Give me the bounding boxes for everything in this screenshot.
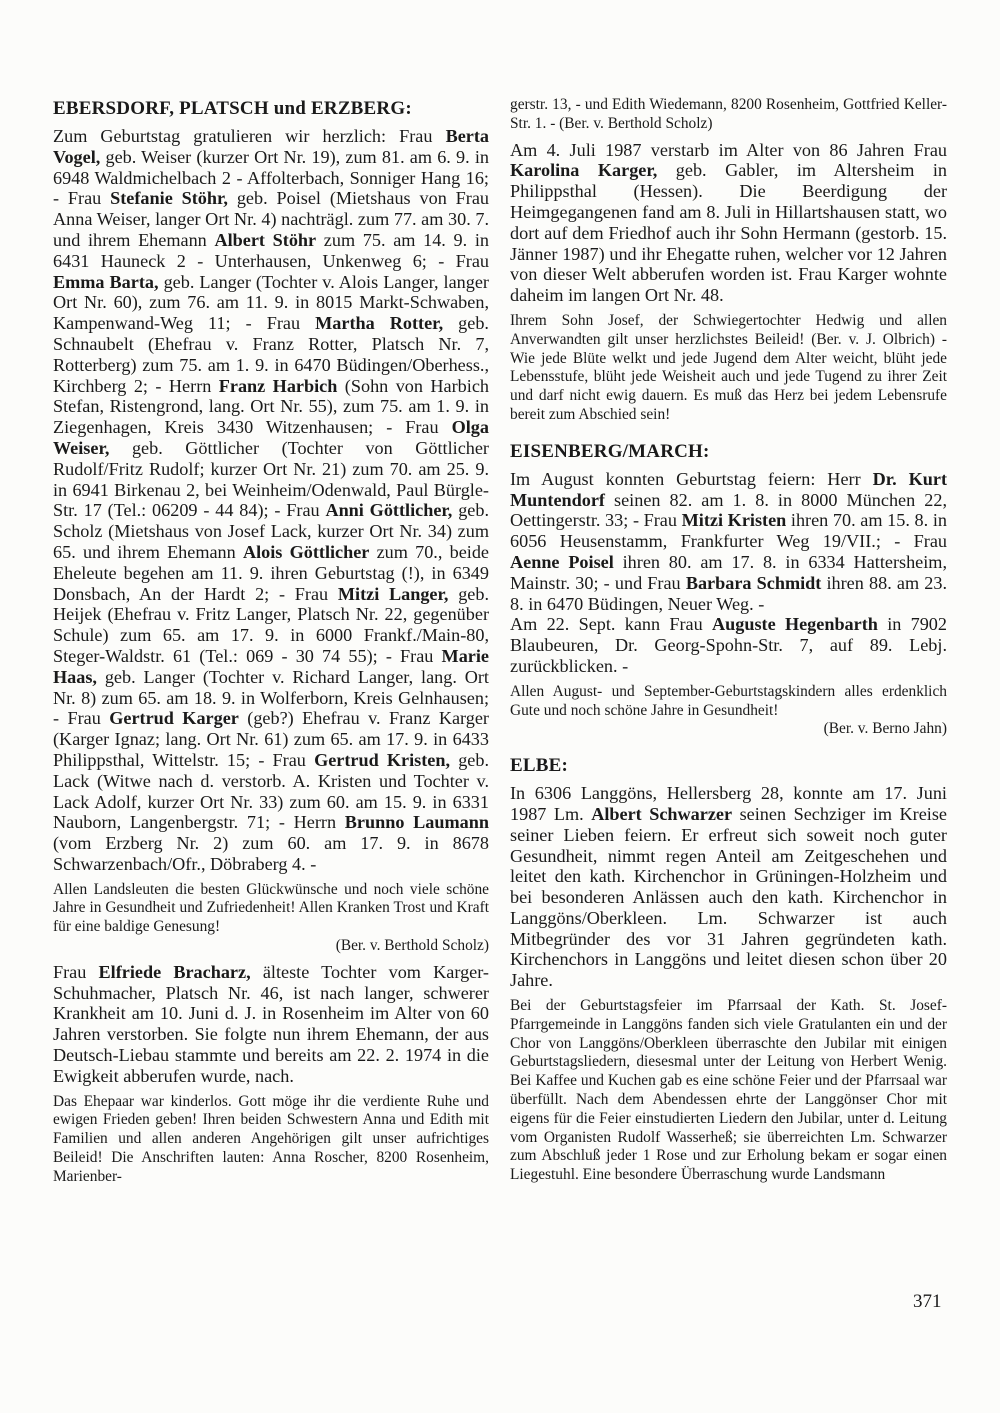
karger-obituary-paragraph: Am 4. Juli 1987 verstarb im Alter von 86 Jahren Frau Karolina Karger, geb. Gabler, im Altersheim in Philippsthal (Hessen). Die Beerdigung der Heimgegangenen fand am 8. Juli in Hillartshausen statt, wo dort auf dem Friedhof auch ihr Sohn Hermann (gestorb. 15. Jänner 1987) und ihr Ehegatte ruhen, welcher vor 12 Jahren von dieser Welt abberufen worden ist. Frau Karger wohnte daheim im langen Ort Nr. 48.	[510, 139, 947, 306]
left-column	[53, 96, 489, 1187]
ebersdorf-wishes-paragraph: Allen Landsleuten die besten Glückwünsche und noch viele schöne Jahre in Gesundheit und Zufriedenheit! Allen Kranken Trost und Kraft für eine baldige Genesung!	[53, 880, 489, 936]
bold-name: Mitzi Kristen	[681, 510, 787, 531]
bold-name: Olga Weiser,	[53, 417, 489, 458]
schwarzer-birthday-paragraph: In 6306 Langgöns, Hellersberg 28, konnte am 17. Juni 1987 Lm. Albert Schwarzer seinen Sechziger im Kreise seiner Lieben feiern. Er erfreut sich soweit noch guter Gesundheit, nimmt regen Anteil am Zeitgeschehen und leitet den kath. Kirchenchor in Grüningen-Holzheim und bei besonderen Anlässen auch den kath. Kirchenchor in Langgöns/Oberkleen. Lm. Schwarzer ist auch Mitbegründer des vor 31 Jahren gegründeten kath. Kirchenchors in Langgöns und leitet diesen schon über 20 Jahre.	[510, 783, 947, 991]
bold-name: Albert Stöhr	[214, 229, 317, 250]
bold-name: Karolina Karger,	[510, 160, 658, 181]
bold-name: Franz Harbich	[218, 375, 338, 396]
bold-name: Dr. Kurt Muntendorf	[510, 468, 947, 510]
bold-name: Stefanie Stöhr,	[110, 188, 228, 209]
section-heading-eisenberg: EISENBERG/MARCH:	[510, 440, 710, 462]
bracharz-condolence-paragraph: Das Ehepaar war kinderlos. Gott möge ihr die verdiente Ruhe und ewigen Frieden geben! Ihren beiden Schwestern Anna und Edith mit Familien und allen anderen Angehörigen gilt unser aufrichtiges Beileid! Die Anschriften lauten: Anna Roscher, 8200 Rosenheim, Marienber-	[53, 1092, 489, 1185]
bold-name: Alois Göttlicher	[242, 541, 370, 562]
bold-name: Albert Schwarzer	[591, 803, 733, 824]
page-number: 371	[913, 1291, 942, 1312]
karger-condolence-paragraph: Ihrem Sohn Josef, der Schwiegertochter Hedwig und allen Anverwandten gilt unser herzlichstes Beileid! (Ber. v. J. Olbrich) - Wie jede Blüte welkt und jede Jugend dem Alter weicht, blüht jede Lebensstufe, blüht jede Weisheit auch und jede Tugend zu ihrer Zeit und darf nicht ewig dauern. Es muß das Herz bei jedem Lebensrufe bereit zum Abschied sein!	[510, 311, 947, 423]
eisenberg-birthdays-paragraph: Im August konnten Geburtstag feiern: Herr Dr. Kurt Muntendorf seinen 82. am 1. 8. in 8000 München 22, Oettingerstr. 33; - Frau Mitzi Kristen ihren 70. am 15. 8. in 6056 Heusenstamm, Frankfurter Weg 19/VII.; - Frau Aenne Poisel ihren 80. am 17. 8. in 6334 Hattersheim, Mainstr. 30; - und Frau Barbara Schmidt ihren 88. am 23. 8. in 6470 Büdingen, Neuer Weg. -	[510, 468, 947, 614]
bold-name: Elfriede Bracharz,	[98, 961, 251, 982]
bold-name: Auguste Hegenbarth	[712, 614, 878, 635]
ebersdorf-reporter-signature: (Ber. v. Berthold Scholz)	[335, 937, 489, 955]
schwarzer-celebration-paragraph: Bei der Geburtstagsfeier im Pfarrsaal der Kath. St. Josef-Pfarrgemeinde in Langgöns fanden sich viele Gratulanten ein und der Chor von Langgöns/Oberkleen überraschte den Jubilar mit einigen Geburtstagsliedern, diesesmal unter der Leitung von Herbert Wenig. Bei Kaffee und Kuchen gab es eine schöne Feier und der Pfarrsaal war überfüllt. Nach dem Abendessen ehrte der Langgönser Chor mit eigens für die Feier einstudierten Liedern den Jubilar, unter d. Leitung vom Organisten Rudolf Wasserheß; sie überreichten Lm. Schwarzer zum Abschluß jeder 1 Rose und zur Erholung bekam er sogar einen Liegestuhl. Eine besondere Überraschung wurde Landsmann	[510, 997, 947, 1184]
bracharz-address-continuation: gerstr. 13, - und Edith Wiedemann, 8200 Rosenheim, Gottfried Keller-Str. 1. - (Ber. v. Berthold Scholz)	[510, 96, 947, 132]
bold-name: Brunno Laumann	[344, 812, 489, 833]
ebersdorf-birthdays-paragraph: Zum Geburtstag gratulieren wir herzlich: Frau Berta Vogel, geb. Weiser (kurzer Ort Nr. 19), zum 81. am 6. 9. in 6948 Waldmichelbach 2 - Affolterbach, Sonniger Hang 16; - Frau Stefanie Stöhr, geb. Poisel (Mietshaus von Frau Anna Weiser, langer Ort Nr. 4) nachträgl. zum 77. am 30. 7. und ihrem Ehemann Albert Stöhr zum 75. am 14. 9. in 6431 Hauneck 2 - Unterhausen, Unkenweg 6; - Frau Emma Barta, geb. Langer (Tochter v. Alois Langer, langer Ort Nr. 60), zum 76. am 11. 9. in 8015 Markt-Schwaben, Kampenwand-Weg 11; - Frau Martha Rotter, geb. Schnaubelt (Ehefrau v. Franz Rotter, Platsch Nr. 7, Rotterberg) zum 75. am 1. 9. in 6470 Büdingen/Oberhess., Kirchberg 2; - Herrn Franz Harbich (Sohn von Harbich Stefan, Ristengrond, lang. Ort Nr. 55), zum 75. am 1. 9. in Ziegenhagen, Kreis 3430 Witzenhausen; - Frau Olga Weiser, geb. Göttlicher (Tochter von Göttlicher Rudolf/Fritz Rudolf; kurzer Ort Nr. 21) zum 70. am 25. 9. in 6941 Birkenau 2, bei Weinheim/Odenwald, Paul Bürgle-Str. 17 (Tel.: 06209 - 44 84); - Frau Anni Göttlicher, geb. Scholz (Mietshaus von Josef Lack, kurzer Ort Nr. 34) zum 65. und ihrem Ehemann Alois Göttlicher zum 70., beide Eheleute begehen am 11. 9. ihren Geburtstag (!), in 6349 Donsbach, An der Hardt 2; - Frau Mitzi Langer, geb. Heijek (Ehefrau v. Fritz Langer, Platsch Nr. 22, gegenüber Schule) zum 65. am 17. 9. in 6000 Frankf./Main-80, Steger-Waldstr. 61 (Tel.: 069 - 30 74 55); - Frau Marie Haas, geb. Langer (Tochter v. Richard Langer, lang. Ort Nr. 8) zum 65. am 18. 9. in Wolferborn, Kreis Gelnhausen; - Frau Gertrud Karger (geb?) Ehefrau v. Franz Karger (Karger Ignaz; lang. Ort Nr. 61) zum 65. am 17. 9. in 6433 Philippsthal, Wittelstr. 15; - Frau Gertrud Kristen, geb. Lack (Witwe nach d. verstorb. A. Kristen und Tochter v. Lack Adolf, kurzer Ort Nr. 33) zum 60. am 15. 9. in 6331 Nauborn, Langenbergstr. 71; - Herrn Brunno Laumann (vom Erzberg Nr. 2) zum 60. am 17. 9. in 8678 Schwarzenbach/Ofr., Döbraberg 4. -	[53, 126, 490, 874]
eisenberg-reporter-signature: (Ber. v. Berno Jahn)	[823, 720, 947, 738]
bold-name: Gertrud Karger	[109, 708, 239, 729]
bold-name: Berta Vogel,	[53, 126, 489, 167]
bold-name: Anni Göttlicher,	[325, 500, 453, 521]
eisenberg-wishes-paragraph: Allen August- und September-Geburtstagskindern alles erdenklich Gute und noch schöne Jahre in Gesundheit!	[510, 682, 947, 719]
section-heading-elbe: ELBE:	[510, 755, 569, 777]
right-column	[510, 96, 947, 1185]
bold-name: Mitzi Langer,	[337, 583, 449, 604]
bold-name: Gertrud Kristen,	[314, 749, 451, 770]
bold-name: Martha Rotter,	[315, 313, 444, 334]
section-heading-ebersdorf: EBERSDORF, PLATSCH und ERZBERG:	[53, 98, 412, 119]
hegenbarth-paragraph: Am 22. Sept. kann Frau Auguste Hegenbarth in 7902 Blaubeuren, Dr. Georg-Spohn-Str. 7, auf 89. Lebj. zurückblicken. -	[510, 614, 947, 676]
bold-name: Barbara Schmidt	[685, 572, 822, 593]
bold-name: Emma Barta,	[53, 271, 159, 292]
bold-name: Marie Haas,	[53, 645, 489, 687]
bracharz-obituary-paragraph: Frau Elfriede Bracharz, älteste Tochter vom Karger-Schuhmacher, Platsch Nr. 46, ist nach langer, schwerer Krankheit am 10. Juni d. J. in Rosenheim im Alter von 60 Jahren verstorben. Sie folgte nun ihrem Ehemann, der aus Deutsch-Liebau stammte und bereits am 22. 2. 1974 in die Ewigkeit abberufen wurde, nach.	[53, 961, 489, 1086]
bold-name: Aenne Poisel	[510, 551, 614, 572]
